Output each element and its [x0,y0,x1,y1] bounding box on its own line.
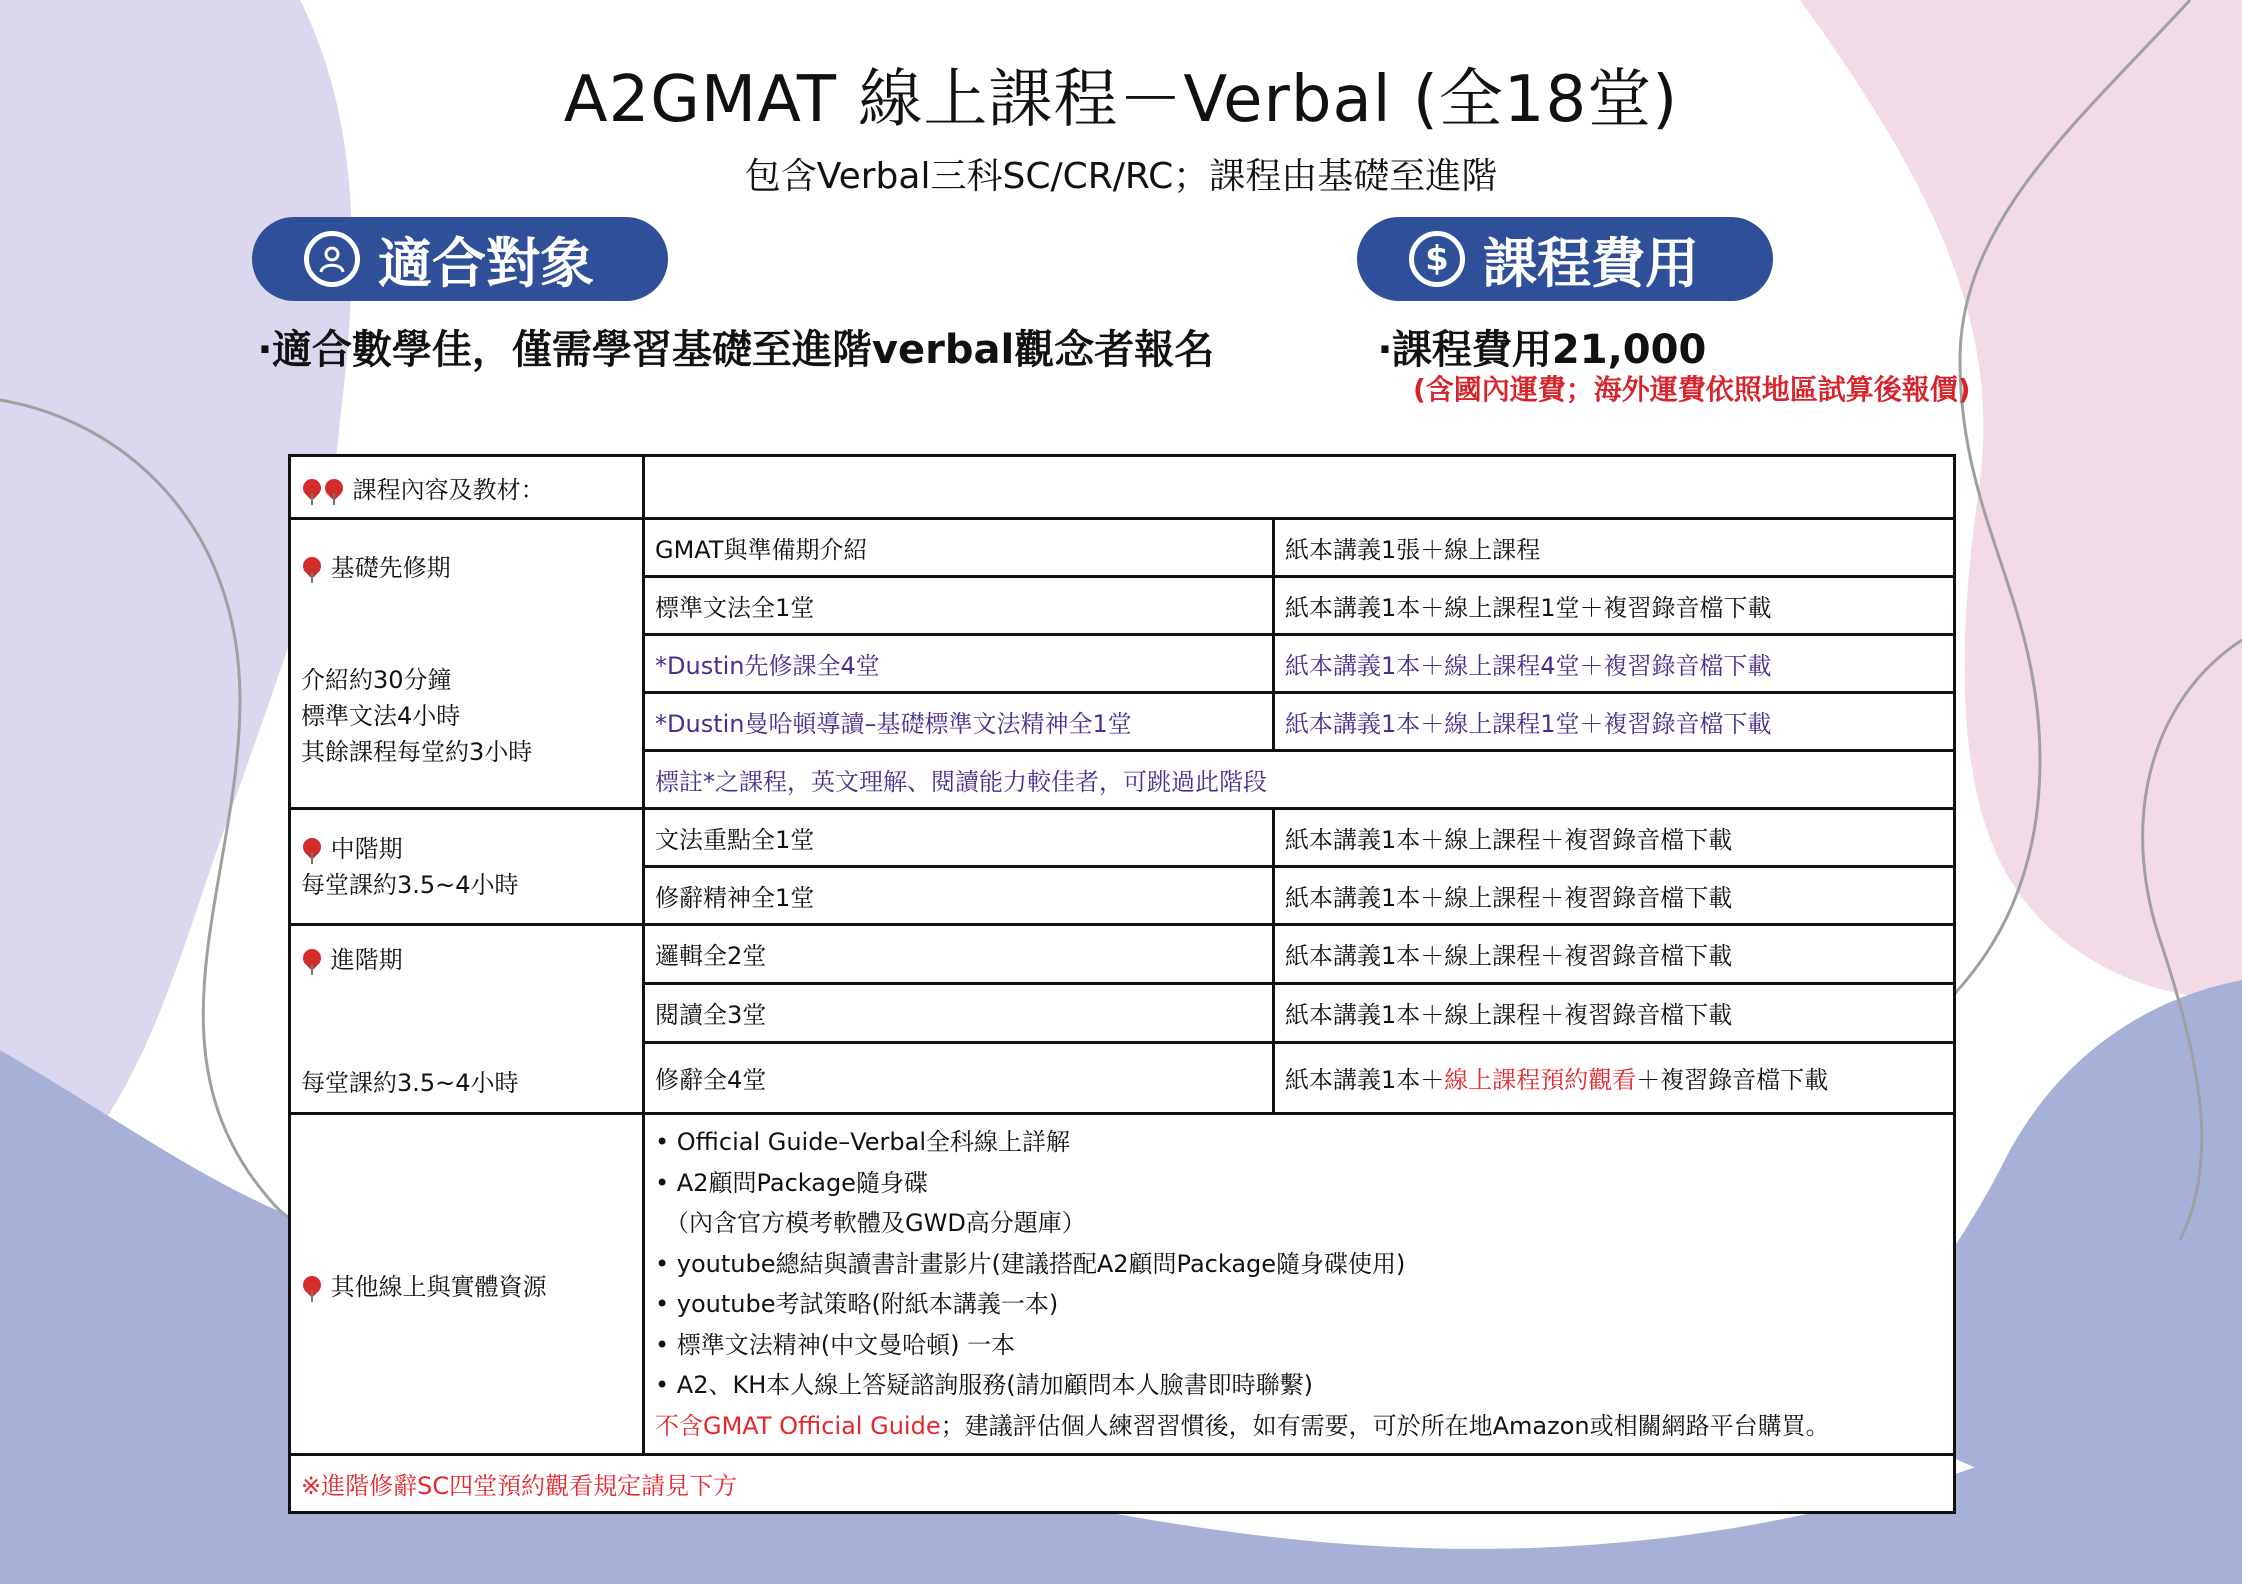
table-header-label: 課程內容及教材： [352,475,545,504]
course-cell: *Dustin曼哈頓導讀–基礎標準文法精神全1堂 [644,693,1274,751]
course-cell: 修辭精神全1堂 [644,867,1274,925]
bullet-dot: ‧ [1378,327,1392,373]
stage-basic-cell [290,519,644,809]
course-cell: 邏輯全2堂 [644,925,1274,984]
resource-item: • A2顧問Package隨身碟 [655,1168,928,1197]
course-cell: 閱讀全3堂 [644,983,1274,1042]
stage-intermediate-cell [290,809,644,925]
pin-icon [301,555,323,583]
user-icon [304,231,360,287]
stage-intermediate-label: 中階期 [330,834,403,863]
table-header-empty [644,456,1955,519]
resources-footer-red: 不含GMAT Official Guide [655,1411,941,1440]
pin-icon [301,477,323,505]
advanced-duration: 每堂課約3.5~4小時 [301,1069,519,1097]
audience-label: 適合對象 [378,231,594,295]
pin-icon [301,1274,323,1302]
resource-item: （內含官方模考軟體及GWD高分題庫） [665,1209,1086,1237]
stage-advanced-label: 進階期 [330,946,403,974]
fee-label: 課程費用 [1483,231,1699,295]
material-suffix: ＋複習錄音檔下載 [1636,1066,1829,1095]
material-cell [1274,1042,1955,1113]
resource-item: • Official Guide–Verbal全科線上詳解 [655,1128,1071,1156]
material-cell: 紙本講義1本＋線上課程＋複習錄音檔下載 [1274,809,1955,867]
page-title: A2GMAT 線上課程－Verbal (全18堂) [563,63,1679,137]
course-cell: 文法重點全1堂 [644,809,1274,867]
resources-footer [655,1406,1943,1447]
audience-item-text: 適合數學佳，僅需學習基礎至進階verbal觀念者報名 [271,327,1215,373]
course-cell: 修辭全4堂 [644,1042,1274,1113]
course-cell: *Dustin先修課全4堂 [644,635,1274,693]
bullet-dot: ‧ [258,327,272,373]
material-highlight: 線上課程預約觀看 [1444,1066,1637,1095]
table-header-cell [290,456,644,519]
course-table [288,454,1956,1514]
footnote-cell: ※進階修辭SC四堂預約觀看規定請見下方 [290,1455,1955,1513]
material-cell: 紙本講義1本＋線上課程＋複習錄音檔下載 [1274,867,1955,925]
audience-pill [252,217,668,301]
table-footnote-row [290,1455,1955,1513]
table-row [290,809,1955,867]
resource-item: • youtube總結與讀書計畫影片(建議搭配A2顧問Package隨身碟使用) [655,1249,1406,1278]
material-cell: 紙本講義1張＋線上課程 [1274,519,1955,577]
fee-note: (含國內運費；海外運費依照地區試算後報價) [1413,373,1971,406]
material-cell: 紙本講義1本＋線上課程＋複習錄音檔下載 [1274,925,1955,984]
resources-footer-rest: ；建議評估個人練習習慣後，如有需要，可於所在地Amazon或相關網路平台購買。 [940,1411,1830,1440]
basic-duration-line: 其餘課程每堂約3小時 [301,738,533,766]
resource-item: • 標準文法精神(中文曼哈頓) 一本 [655,1330,1016,1359]
intermediate-duration: 每堂課約3.5~4小時 [301,870,519,899]
table-row [290,519,1955,577]
fee-item [1378,318,1706,375]
material-cell: 紙本講義1本＋線上課程1堂＋複習錄音檔下載 [1274,693,1955,751]
resources-label-cell [290,1114,644,1455]
resource-item: • A2、KH本人線上答疑諮詢服務(請加顧問本人臉書即時聯繫) [655,1371,1313,1399]
remark-cell: 標註*之課程，英文理解、閱讀能力較佳者，可跳過此階段 [644,751,1955,809]
resources-label: 其他線上與實體資源 [330,1272,547,1301]
material-cell: 紙本講義1本＋線上課程4堂＋複習錄音檔下載 [1274,635,1955,693]
material-prefix: 紙本講義1本＋ [1285,1066,1445,1095]
pin-icon [301,947,323,975]
resource-item: • youtube考試策略(附紙本講義一本) [655,1290,1059,1318]
basic-duration-line: 介紹約30分鐘 [301,666,452,694]
dollar-icon: $ [1409,231,1465,287]
pin-icon [301,836,323,864]
stage-basic-label: 基礎先修期 [330,554,451,582]
table-header-row [290,456,1955,519]
table-row [290,925,1955,984]
stage-advanced-cell [290,925,644,1114]
fee-pill [1357,217,1773,301]
course-cell: GMAT與準備期介紹 [644,519,1274,577]
course-cell: 標準文法全1堂 [644,577,1274,635]
pin-icon [323,477,345,505]
fee-item-text: 課程費用21,000 [1391,327,1707,373]
material-cell: 紙本講義1本＋線上課程1堂＋複習錄音檔下載 [1274,577,1955,635]
audience-item [258,318,1214,375]
page-subtitle: 包含Verbal三科SC/CR/RC；課程由基礎至進階 [744,156,1498,197]
basic-duration-line: 標準文法4小時 [301,702,461,730]
material-cell: 紙本講義1本＋線上課程＋複習錄音檔下載 [1274,983,1955,1042]
resources-list-cell [644,1114,1955,1455]
table-row [290,1114,1955,1455]
